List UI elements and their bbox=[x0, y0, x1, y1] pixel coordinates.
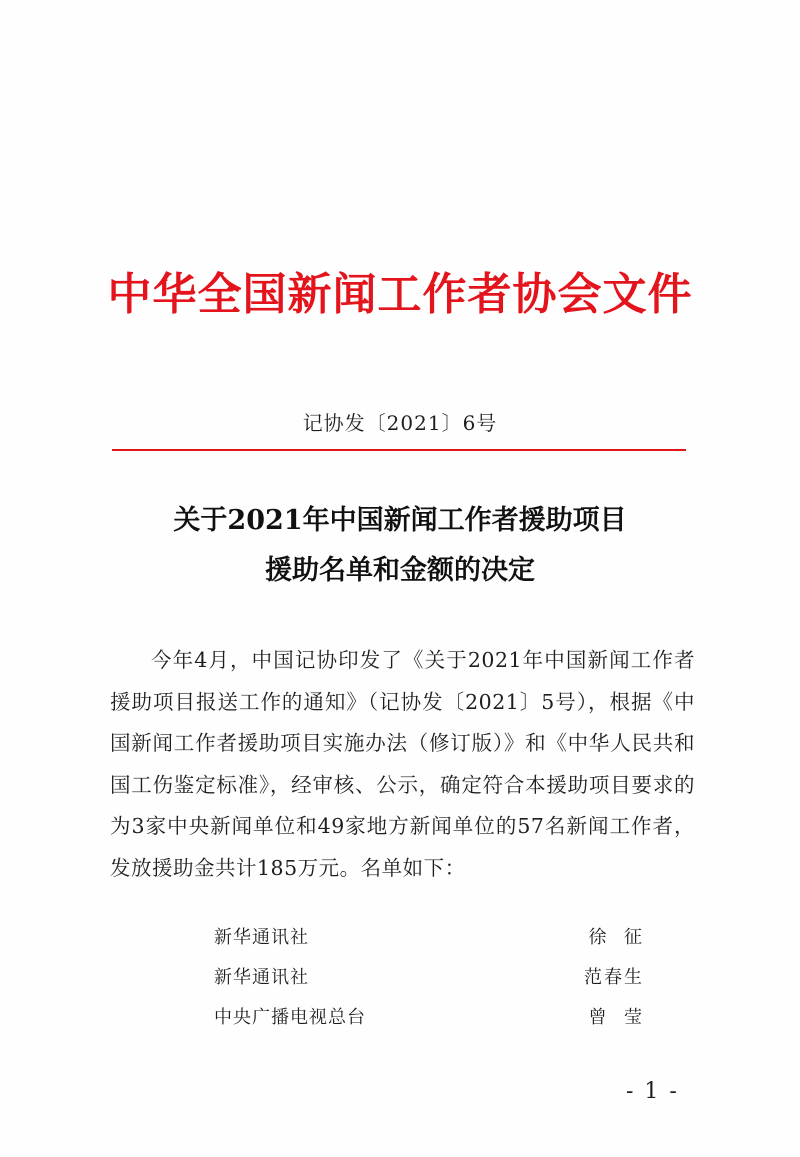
recipient-unit: 中央广播电视总台 bbox=[214, 1007, 366, 1028]
recipient-unit: 新华通讯社 bbox=[214, 927, 309, 948]
recipient-name: 范春生 bbox=[584, 967, 644, 988]
document-title-line-1: 关于2021年中国新闻工作者援助项目 bbox=[173, 505, 627, 536]
issuer-header-title: 中华全国新闻工作者协会文件 bbox=[107, 269, 693, 320]
document-title bbox=[0, 496, 800, 596]
document-title-line-2: 援助名单和金额的决定 bbox=[265, 555, 535, 586]
recipient-unit: 新华通讯社 bbox=[214, 967, 309, 988]
list-item bbox=[214, 958, 644, 998]
recipient-name: 徐 征 bbox=[588, 927, 644, 948]
list-item bbox=[214, 998, 644, 1038]
red-divider-line bbox=[112, 449, 686, 451]
document-number: 记协发〔2021〕6号 bbox=[302, 411, 498, 435]
recipient-name: 曾 莹 bbox=[588, 1007, 644, 1028]
recipient-list bbox=[214, 918, 644, 1038]
body-paragraph: 今年4月，中国记协印发了《关于2021年中国新闻工作者援助项目报送工作的通知》（记协发〔2021〕5号），根据《中国新闻工作者援助项目实施办法（修订版）》和《中华人民共和国工伤鉴定标准》，经审核、公示，确定符合本援助项目要求的为3家中央新闻单位和49家地方新闻单位的57名新闻工作者，发放援助金共计185万元。名单如下： bbox=[110, 648, 695, 880]
list-item bbox=[214, 918, 644, 958]
page-number: - 1 - bbox=[626, 1079, 679, 1104]
